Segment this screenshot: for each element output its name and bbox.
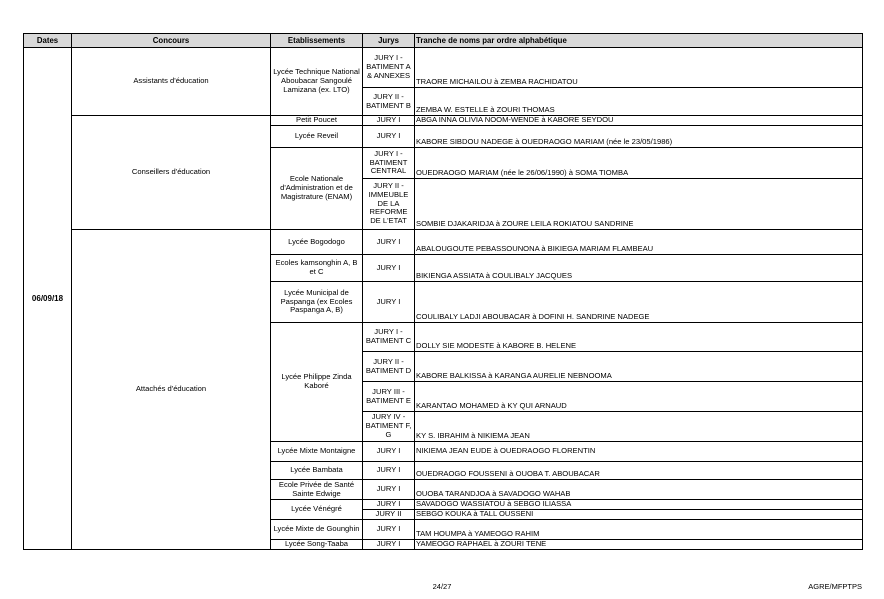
tranche-cell: KARANTAO MOHAMED à KY QUI ARNAUD: [415, 382, 863, 412]
tranche-cell: TAM HOUMPA à YAMEOGO RAHIM: [415, 520, 863, 540]
jury-cell: JURY I: [363, 282, 415, 323]
jury-cell: JURY I - BATIMENT A & ANNEXES: [363, 48, 415, 88]
jury-cell: JURY I - BATIMENT CENTRAL: [363, 148, 415, 179]
tranche-cell: COULIBALY LADJI ABOUBACAR à DOFINI H. SANDRINE NADEGE: [415, 282, 863, 323]
table-row: [24, 48, 863, 88]
etablissement-cell: Lycée Vénégré: [271, 500, 363, 520]
concours-cell: Assistants d'éducation: [72, 48, 271, 116]
table-row: [24, 116, 863, 126]
jury-cell: JURY I - BATIMENT C: [363, 323, 415, 352]
concours-cell: Conseillers d'éducation: [72, 116, 271, 230]
etablissement-cell: Ecoles kamsonghin A, B et C: [271, 255, 363, 282]
header-etablissements: Etablissements: [271, 34, 363, 48]
tranche-cell: KABORE BALKISSA à KARANGA AURELIE NEBNOOMA: [415, 352, 863, 382]
tranche-cell: KY S. IBRAHIM à NIKIEMA JEAN: [415, 412, 863, 442]
header-jurys: Jurys: [363, 34, 415, 48]
jury-cell: JURY I: [363, 255, 415, 282]
date-cell: 06/09/18: [24, 48, 72, 550]
jury-cell: JURY I: [363, 116, 415, 126]
page-number: 24/27: [432, 582, 452, 591]
jury-cell: JURY IV - BATIMENT F, G: [363, 412, 415, 442]
etablissement-cell: Lycée Municipal de Paspanga (ex Ecoles Paspanga A, B): [271, 282, 363, 323]
jury-cell: JURY I: [363, 480, 415, 500]
tranche-cell: SOMBIE DJAKARIDJA à ZOURE LEILA ROKIATOU SANDRINE: [415, 179, 863, 230]
jury-cell: JURY I: [363, 520, 415, 540]
header-dates: Dates: [24, 34, 72, 48]
tranche-cell: ABGA INNA OLIVIA NOOM-WENDE à KABORE SEYDOU: [415, 116, 863, 126]
table-row: [24, 230, 863, 255]
jury-cell: JURY I: [363, 540, 415, 550]
tranche-cell: ZEMBA W. ESTELLE à ZOURI THOMAS: [415, 88, 863, 116]
jury-cell: JURY II - BATIMENT D: [363, 352, 415, 382]
jury-cell: JURY I: [363, 442, 415, 462]
etablissement-cell: Lycée Bogodogo: [271, 230, 363, 255]
document-reference: AGRE/MFPTPS: [808, 582, 862, 591]
tranche-cell: SEBGO KOUKA à TALL OUSSENI: [415, 510, 863, 520]
etablissement-cell: Lycée Technique National Aboubacar Sangoulé Lamizana (ex. LTO): [271, 48, 363, 116]
etablissement-cell: Lycée Mixte de Gounghin: [271, 520, 363, 540]
etablissement-cell: Ecole Nationale d'Administration et de Magistrature (ENAM): [271, 148, 363, 230]
jury-cell: JURY III - BATIMENT E: [363, 382, 415, 412]
jury-cell: JURY II - BATIMENT B: [363, 88, 415, 116]
jury-cell: JURY I: [363, 462, 415, 480]
jury-cell: JURY I: [363, 230, 415, 255]
etablissement-cell: Lycée Philippe Zinda Kaboré: [271, 323, 363, 442]
tranche-cell: BIKIENGA ASSIATA à COULIBALY JACQUES: [415, 255, 863, 282]
jury-cell: JURY II - IMMEUBLE DE LA REFORME DE L'ETAT: [363, 179, 415, 230]
tranche-cell: OUOBA TARANDJOA à SAVADOGO WAHAB: [415, 480, 863, 500]
concours-cell: Attachés d'éducation: [72, 230, 271, 550]
schedule-table: [23, 33, 863, 550]
tranche-cell: YAMEOGO RAPHAEL à ZOURI TENE: [415, 540, 863, 550]
tranche-cell: OUEDRAOGO MARIAM (née le 26/06/1990) à SOMA TIOMBA: [415, 148, 863, 179]
tranche-cell: DOLLY SIE MODESTE à KABORE B. HELENE: [415, 323, 863, 352]
jury-cell: JURY I: [363, 126, 415, 148]
tranche-cell: NIKIEMA JEAN EUDE à OUEDRAOGO FLORENTIN: [415, 442, 863, 462]
etablissement-cell: Petit Poucet: [271, 116, 363, 126]
tranche-cell: KABORE SIBDOU NADEGE à OUEDRAOGO MARIAM (née le 23/05/1986): [415, 126, 863, 148]
tranche-cell: SAVADOGO WASSIATOU à SEBGO ILIASSA: [415, 500, 863, 510]
etablissement-cell: Ecole Privée de Santé Sainte Edwige: [271, 480, 363, 500]
tranche-cell: ABALOUGOUTE PEBASSOUNONA à BIKIEGA MARIAM FLAMBEAU: [415, 230, 863, 255]
etablissement-cell: Lycée Bambata: [271, 462, 363, 480]
etablissement-cell: Lycée Mixte Montaigne: [271, 442, 363, 462]
etablissement-cell: Lycée Song-Taaba: [271, 540, 363, 550]
jury-cell: JURY I: [363, 500, 415, 510]
header-concours: Concours: [72, 34, 271, 48]
tranche-cell: OUEDRAOGO FOUSSENI à OUOBA T. ABOUBACAR: [415, 462, 863, 480]
header-tranche: Tranche de noms par ordre alphabétique: [415, 34, 863, 48]
tranche-cell: TRAORE MICHAILOU à ZEMBA RACHIDATOU: [415, 48, 863, 88]
header-row: [24, 34, 863, 48]
jury-cell: JURY II: [363, 510, 415, 520]
etablissement-cell: Lycée Reveil: [271, 126, 363, 148]
